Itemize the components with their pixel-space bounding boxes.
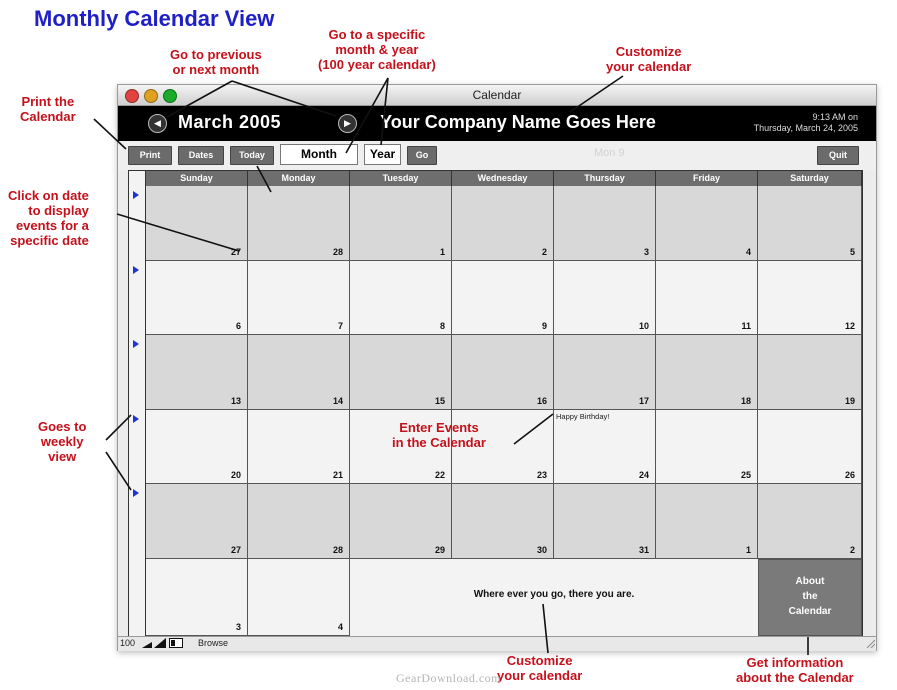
day-number[interactable]: 20 [230,470,241,480]
day-cell[interactable] [452,186,554,261]
day-cell[interactable] [452,261,554,336]
day-number[interactable]: 4 [745,246,751,257]
day-cell[interactable] [248,261,350,336]
day-number[interactable]: 9 [541,321,547,331]
day-cell[interactable] [146,186,248,261]
annotation-info: Get information about the Calendar [736,655,854,685]
quit-button[interactable]: Quit [817,146,859,165]
day-number[interactable]: 2 [849,544,855,555]
status-bar [118,636,876,651]
day-number[interactable]: 15 [434,395,445,406]
day-cell[interactable] [656,335,758,410]
day-cell[interactable] [350,186,452,261]
annotation-enter-events: Enter Events in the Calendar [392,420,486,450]
current-month-year: March 2005 [178,112,282,132]
zoom-out-icon[interactable] [142,640,152,648]
annotation-print: Print the Calendar [20,94,76,124]
mode-label: Browse [198,638,229,648]
day-number[interactable]: 5 [849,246,855,257]
day-number[interactable]: 6 [235,321,241,331]
day-number[interactable]: 31 [638,544,649,555]
day-number[interactable]: 18 [740,395,751,406]
day-cell[interactable] [350,335,452,410]
weekday-header-saturday: Saturday [758,171,862,186]
day-number[interactable]: 19 [844,395,855,406]
day-number[interactable]: 25 [740,470,751,480]
day-cell[interactable] [656,410,758,485]
day-cell[interactable] [146,261,248,336]
previous-month-button[interactable] [148,114,167,133]
day-cell[interactable] [452,484,554,559]
day-number[interactable]: 11 [741,321,751,331]
day-cell[interactable] [554,335,656,410]
current-datetime: 9:13 AM on Thursday, March 24, 2005 [753,112,858,133]
day-number[interactable]: 28 [332,246,343,257]
weekday-header-wednesday: Wednesday [452,171,554,186]
day-number[interactable]: 28 [332,544,343,555]
calendar-header [118,106,876,141]
year-field[interactable]: Year [364,144,401,165]
day-cell[interactable] [248,484,350,559]
status-area-icon[interactable] [169,638,183,648]
day-cell[interactable] [554,186,656,261]
chevron-left-icon: ◀ [154,118,161,128]
zoom-in-icon[interactable] [154,638,166,648]
day-cell[interactable] [554,484,656,559]
day-cell[interactable] [656,484,758,559]
day-cell[interactable] [656,261,758,336]
annotation-click-date: Click on date to display events for a specific date [8,188,89,248]
today-button[interactable]: Today [230,146,274,165]
about-calendar-button[interactable]: About the Calendar [758,559,862,637]
day-number[interactable]: 3 [235,622,241,632]
window-titlebar [118,85,876,106]
day-cell[interactable] [758,484,862,559]
week-view-arrow-icon[interactable] [133,340,139,348]
day-number[interactable]: 27 [230,246,241,257]
day-number[interactable]: 29 [434,544,445,555]
day-cell[interactable] [146,559,248,637]
day-number[interactable]: 26 [844,470,855,480]
day-number[interactable]: 14 [332,395,343,406]
day-number[interactable]: 27 [230,544,241,555]
annotation-prev-next: Go to previous or next month [170,47,262,77]
month-field[interactable]: Month [280,144,358,165]
day-cell[interactable] [248,335,350,410]
dates-button[interactable]: Dates [178,146,224,165]
day-cell[interactable] [554,410,656,485]
day-number[interactable]: 24 [638,470,649,480]
day-number[interactable]: 16 [536,395,547,406]
weekday-header-friday: Friday [656,171,758,186]
window-title: Calendar [472,88,522,102]
day-cell[interactable] [758,410,862,485]
day-number[interactable]: 22 [434,470,445,480]
day-number[interactable]: 1 [745,544,751,555]
month-grid [128,170,863,637]
day-number[interactable]: 13 [230,395,241,406]
print-button[interactable]: Print [128,146,172,165]
annotation-specific-month: Go to a specific month & year (100 year calendar) [318,27,436,72]
day-number[interactable]: 17 [638,395,649,406]
weekday-header-monday: Monday [248,171,350,186]
day-cell[interactable] [656,186,758,261]
day-cell[interactable] [146,484,248,559]
day-number[interactable]: 30 [536,544,547,555]
next-month-button[interactable] [338,114,357,133]
day-number[interactable]: 10 [638,321,649,331]
toolbar [118,142,876,170]
calendar-window [117,84,877,651]
day-cell[interactable] [350,484,452,559]
week-view-arrow-icon[interactable] [133,266,139,274]
day-cell[interactable] [758,335,862,410]
ghost-status-text: Mon 9 [594,147,625,159]
day-cell[interactable] [554,261,656,336]
day-number[interactable]: 3 [643,246,649,257]
custom-motto-text[interactable]: Where ever you go, there you are. [473,588,635,600]
weekday-header-tuesday: Tuesday [350,171,452,186]
day-number[interactable]: 21 [332,470,343,480]
day-cell[interactable] [248,186,350,261]
weekday-header-sunday: Sunday [146,171,248,186]
day-cell[interactable] [758,261,862,336]
week-view-arrow-icon[interactable] [133,489,139,497]
weekday-header-thursday: Thursday [554,171,656,186]
page-title: Monthly Calendar View [34,6,275,31]
event-entry[interactable]: Happy Birthday! [556,411,610,421]
annotation-customize-bottom: Customize your calendar [497,653,583,683]
annotation-weekly: Goes to weekly view [38,419,87,464]
week-view-arrow-icon[interactable] [133,415,139,423]
day-cell[interactable] [248,410,350,485]
day-cell[interactable] [248,559,350,637]
day-cell[interactable] [350,261,452,336]
zoom-level[interactable]: 100 [120,638,136,648]
day-cell[interactable] [146,335,248,410]
chevron-right-icon: ▶ [344,118,351,128]
day-cell[interactable] [758,186,862,261]
day-number[interactable]: 2 [541,246,547,257]
day-number[interactable]: 12 [844,321,855,331]
week-view-arrow-icon[interactable] [133,191,139,199]
day-number[interactable]: 8 [439,321,445,331]
week-selector-column [129,171,146,636]
day-number[interactable]: 4 [337,622,343,632]
resize-grip-icon[interactable] [866,639,875,650]
day-number[interactable]: 23 [536,470,547,480]
day-cell[interactable] [452,335,554,410]
day-number[interactable]: 1 [439,246,445,257]
day-cell[interactable] [146,410,248,485]
company-name[interactable]: Your Company Name Goes Here [380,112,656,132]
watermark: GearDownload.com [396,671,501,685]
day-number[interactable]: 7 [337,321,343,331]
annotation-customize-top: Customize your calendar [606,44,692,74]
go-button[interactable]: Go [407,146,437,165]
